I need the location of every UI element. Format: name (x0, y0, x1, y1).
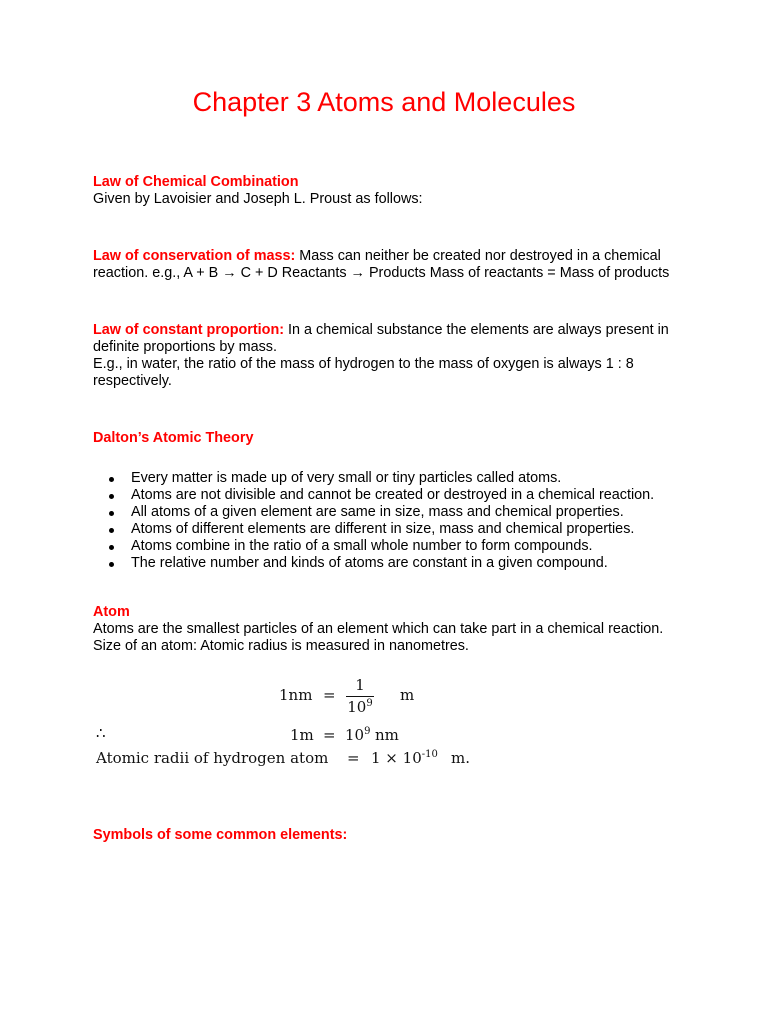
dalton-points-list (93, 470, 693, 572)
therefore-symbol: ∴ (96, 724, 106, 742)
proportion-section (93, 322, 683, 390)
list-item (93, 504, 693, 521)
proportion-label: Law of constant proportion: (93, 322, 285, 338)
proportion-text: In a chemical substance the elements are always present in definite proportions by mass. (93, 322, 669, 355)
formula-radius-value (371, 749, 438, 767)
atom-size-text: Size of an atom: Atomic radius is measured in nanometres. (93, 638, 469, 654)
atom-heading: Atom (93, 604, 130, 620)
dalton-heading: Dalton’s Atomic Theory (93, 430, 254, 446)
formula-denominator-exp: 9 (366, 698, 373, 709)
formula-radius-exponent: -10 (421, 749, 438, 760)
symbols-section (93, 827, 683, 844)
formula-10-power-9 (345, 726, 370, 744)
list-item (93, 487, 693, 504)
list-item (93, 538, 693, 555)
combination-section (93, 174, 683, 208)
formula-exponent-9: 9 (364, 726, 371, 737)
list-item (93, 555, 693, 572)
dalton-section (93, 430, 683, 447)
proportion-example: E.g., in water, the ratio of the mass of hydrogen to the mass of oxygen is always 1 : 8 respectively. (93, 356, 634, 389)
atom-text: Atoms are the smallest particles of an element which can take part in a chemical reaction. (93, 621, 664, 637)
formula-1m: 1m (290, 726, 314, 744)
bullet-icon (109, 545, 114, 550)
list-item-text: Atoms combine in the ratio of a small whole number to form compounds. (131, 538, 593, 554)
formula-equals-3: = (347, 749, 360, 767)
formula-atomic-radii-label: Atomic radii of hydrogen atom (96, 749, 329, 767)
bullet-icon (109, 494, 114, 499)
list-item-text: The relative number and kinds of atoms are constant in a given compound. (131, 555, 608, 571)
bullet-icon (109, 562, 114, 567)
formula-denominator (345, 698, 375, 716)
formula-base-10: 10 (345, 726, 365, 744)
formula-denominator-base: 10 (347, 698, 367, 716)
formula-unit-nm: nm (375, 726, 399, 744)
bullet-icon (109, 528, 114, 533)
atomic-size-formula-image (93, 672, 543, 768)
formula-numerator: 1 (355, 676, 365, 694)
list-item-text: Atoms are not divisible and cannot be created or destroyed in a chemical reaction. (131, 487, 655, 503)
combination-heading: Law of Chemical Combination (93, 174, 299, 190)
formula-unit-m-3: m. (451, 749, 470, 767)
list-item (93, 521, 693, 538)
formula-radius-mantissa: 1 × 10 (371, 749, 422, 767)
atom-section (93, 604, 683, 655)
conservation-text: Mass can neither be created nor destroyed in a chemical reaction. e.g., A + B → C + D Reactants → Products Mass of reactants = Mass of products (93, 248, 670, 281)
formula-1nm: 1nm (279, 686, 313, 704)
list-item-text: Every matter is made up of very small or tiny particles called atoms. (131, 470, 562, 486)
list-item-text: Atoms of different elements are different in size, mass and chemical properties. (131, 521, 635, 537)
bullet-icon (109, 477, 114, 482)
list-item (93, 470, 693, 487)
page-title: Chapter 3 Atoms and Molecules (192, 87, 576, 117)
list-item-text: All atoms of a given element are same in size, mass and chemical properties. (131, 504, 624, 520)
conservation-label: Law of conservation of mass: (93, 248, 296, 264)
conservation-section (93, 248, 683, 282)
fraction-bar (346, 696, 374, 697)
formula-equals-2: = (323, 726, 336, 744)
formula-equals-1: = (323, 686, 336, 704)
combination-text: Given by Lavoisier and Joseph L. Proust as follows: (93, 191, 423, 207)
bullet-icon (109, 511, 114, 516)
symbols-heading: Symbols of some common elements: (93, 827, 348, 843)
formula-unit-m: m (400, 686, 415, 704)
